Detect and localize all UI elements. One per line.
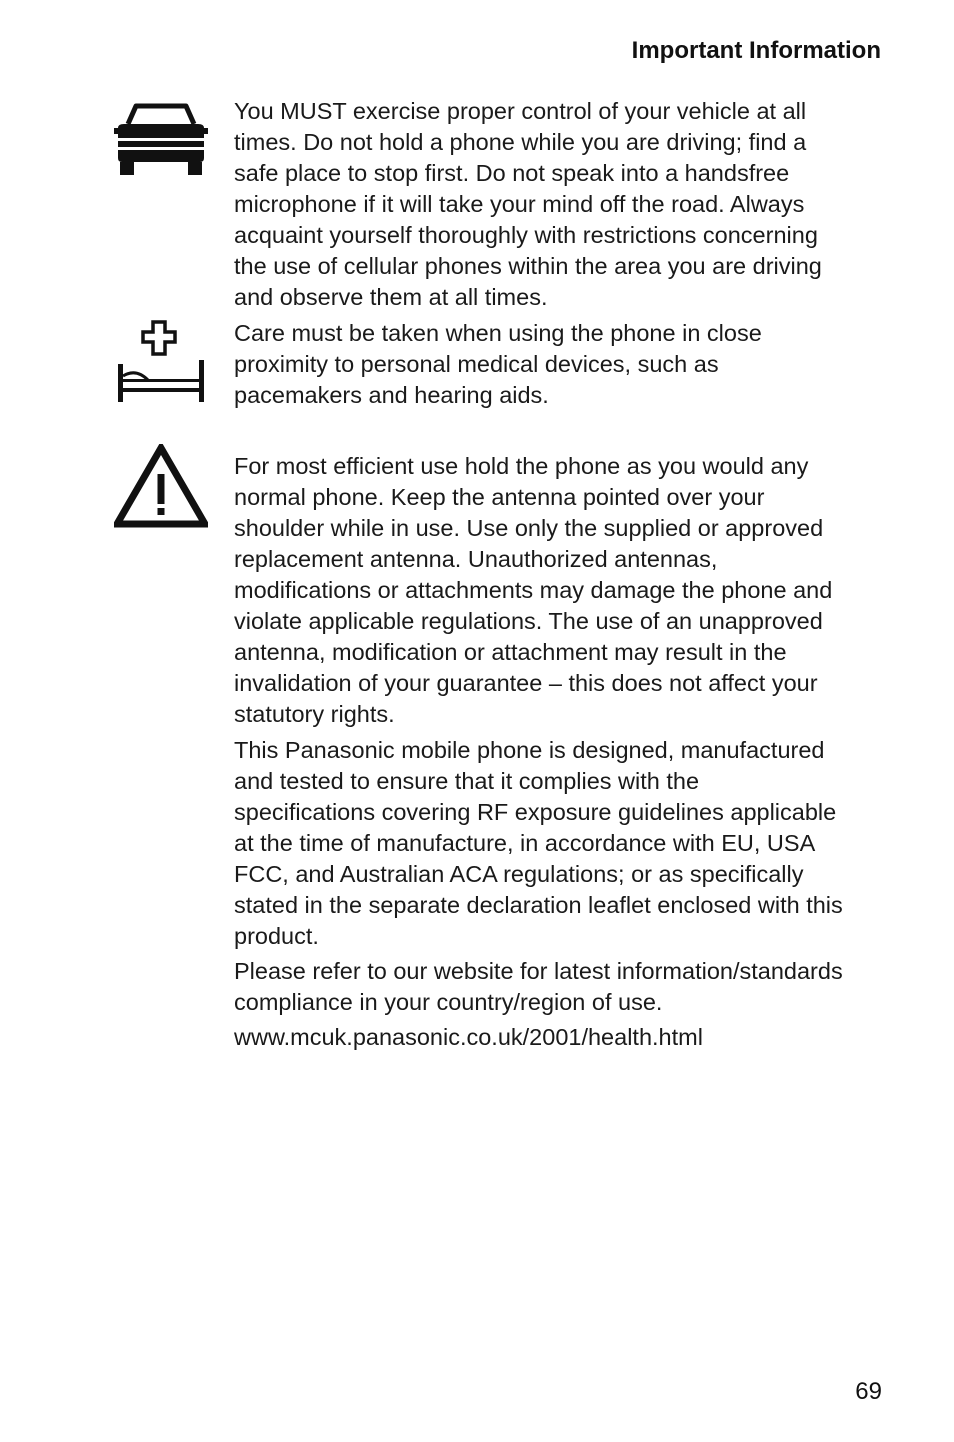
website-url[interactable]: www.mcuk.panasonic.co.uk/2001/health.html bbox=[234, 1024, 703, 1050]
rf-exposure-text: This Panasonic mobile phone is designed, manufactured and tested to ensure that it complies with the specifications covering RF exposure guidelines applicable at the time of manufacture, in accordance with EU, USA FCC, and Australian ACA regulations; or as specifically stated in the separate declaration leaflet enclosed with this product. bbox=[234, 737, 843, 949]
page-header: Important Information bbox=[631, 37, 881, 64]
vehicle-safety-text: You MUST exercise proper control of your vehicle at all times. Do not hold a phone while you are driving; find a safe place to stop first. Do not speak into a handsfree microphone if it will take your mind off the road. Always acquaint yourself thoroughly with restrictions concerning the use of cellular phones within the area you are driving and observe them at all times. bbox=[234, 98, 822, 310]
car-icon bbox=[114, 102, 208, 178]
antenna-usage-text: For most efficient use hold the phone as you would any normal phone. Keep the antenna pointed over your shoulder while in use. Use only the supplied or approved replacement antenna. Unauthorized antennas, modifications or attachments may damage the phone and violate applicable regulations. The use of an unapproved antenna, modification or attachment may result in the invalidation of your guarantee – this does not affect your statutory rights. bbox=[234, 453, 833, 727]
medical-bed-icon bbox=[114, 320, 208, 404]
website-note-text: Please refer to our website for latest information/standards compliance in your country/region of use. bbox=[234, 958, 843, 1015]
medical-devices-text: Care must be taken when using the phone in close proximity to personal medical devices, such as pacemakers and hearing aids. bbox=[234, 320, 762, 408]
page-number: 69 bbox=[855, 1378, 882, 1405]
warning-triangle-icon bbox=[114, 444, 208, 528]
